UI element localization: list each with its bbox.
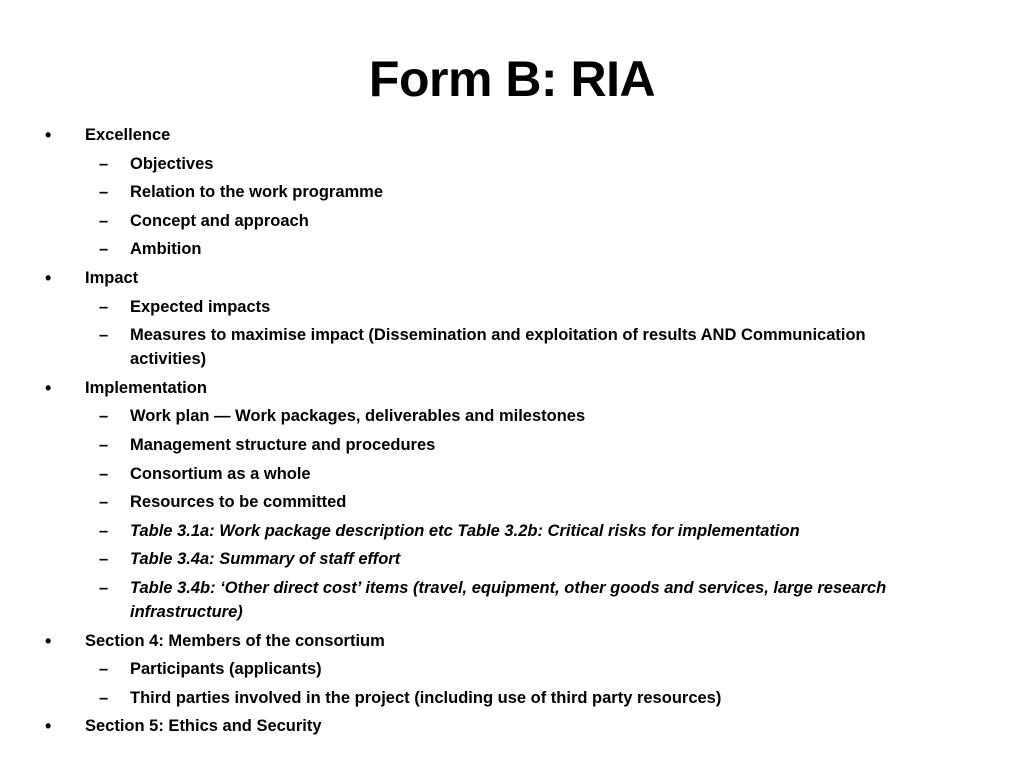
bullet-section-4 — [0, 629, 1024, 653]
bullet-label: Impact — [85, 268, 139, 287]
sub-item-relation-work-programme — [0, 180, 1024, 204]
sub-item-label: Work plan — Work packages, deliverables and milestones — [130, 407, 586, 426]
sub-item-table-3-4a — [0, 547, 1024, 571]
dash-marker: – — [99, 211, 109, 230]
bullet-implementation — [0, 376, 1024, 400]
dash-marker: – — [99, 493, 109, 512]
sub-item-table-3-4b — [0, 576, 1024, 624]
sub-item-label: Table 3.4a: Summary of staff effort — [130, 550, 401, 569]
sub-item-consortium-whole — [0, 462, 1024, 486]
bullet-marker: • — [45, 267, 52, 288]
sub-item-label: Concept and approach — [130, 211, 309, 230]
dash-marker: – — [99, 407, 109, 426]
sub-item-label: Table 3.4b: ‘Other direct cost’ items (travel, equipment, other goods and services, large research infrastructure) — [130, 578, 887, 621]
sub-item-third-parties — [0, 686, 1024, 710]
dash-marker: – — [99, 688, 109, 707]
bullet-marker: • — [45, 377, 52, 398]
sub-item-label: Expected impacts — [130, 297, 271, 316]
sub-item-label: Management structure and procedures — [130, 435, 436, 454]
bullet-excellence — [0, 123, 1024, 147]
dash-marker: – — [99, 660, 109, 679]
slide-title: Form B: RIA — [368, 51, 656, 107]
sub-item-participants — [0, 657, 1024, 681]
bullet-label: Excellence — [85, 126, 171, 144]
sub-item-label: Table 3.1a: Work package description etc Table 3.2b: Critical risks for implementation — [130, 521, 800, 540]
sub-item-label: Resources to be committed — [130, 493, 347, 512]
bullet-label: Implementation — [85, 378, 207, 397]
bullet-marker: • — [45, 125, 52, 145]
sub-item-work-plan — [0, 404, 1024, 428]
dash-marker: – — [99, 154, 109, 173]
sub-item-label: Relation to the work programme — [130, 183, 384, 202]
dash-marker: – — [99, 240, 109, 259]
sub-item-ambition — [0, 237, 1024, 261]
dash-marker: – — [99, 550, 109, 569]
sub-item-label: Participants (applicants) — [130, 660, 322, 679]
dash-marker: – — [99, 326, 109, 345]
sub-item-management-structure — [0, 433, 1024, 457]
sub-item-measures-maximise-impact — [0, 323, 1024, 371]
sub-item-label: Consortium as a whole — [130, 464, 311, 483]
dash-marker: – — [99, 435, 109, 454]
dash-marker: – — [99, 464, 109, 483]
dash-marker: – — [99, 521, 109, 540]
bullet-label: Section 5: Ethics and Security — [85, 717, 322, 736]
outline-list — [0, 121, 1024, 738]
bullet-impact — [0, 266, 1024, 290]
dash-marker: – — [99, 183, 109, 202]
dash-marker: – — [99, 297, 109, 316]
sub-item-label: Objectives — [130, 154, 214, 173]
bullet-marker: • — [45, 630, 52, 651]
sub-item-expected-impacts — [0, 295, 1024, 319]
sub-item-concept-approach — [0, 209, 1024, 233]
sub-item-label: Third parties involved in the project (including use of third party resources) — [130, 688, 722, 707]
sub-item-label: Ambition — [130, 240, 202, 259]
bullet-marker: • — [45, 716, 52, 737]
sub-item-resources-committed — [0, 490, 1024, 514]
sub-item-table-3-1a — [0, 519, 1024, 543]
bullet-section-5 — [0, 714, 1024, 738]
bullet-label: Section 4: Members of the consortium — [85, 631, 385, 650]
sub-item-objectives — [0, 152, 1024, 176]
dash-marker: – — [99, 578, 109, 597]
sub-item-label: Measures to maximise impact (Dissemination and exploitation of results AND Communication activities) — [130, 326, 866, 369]
